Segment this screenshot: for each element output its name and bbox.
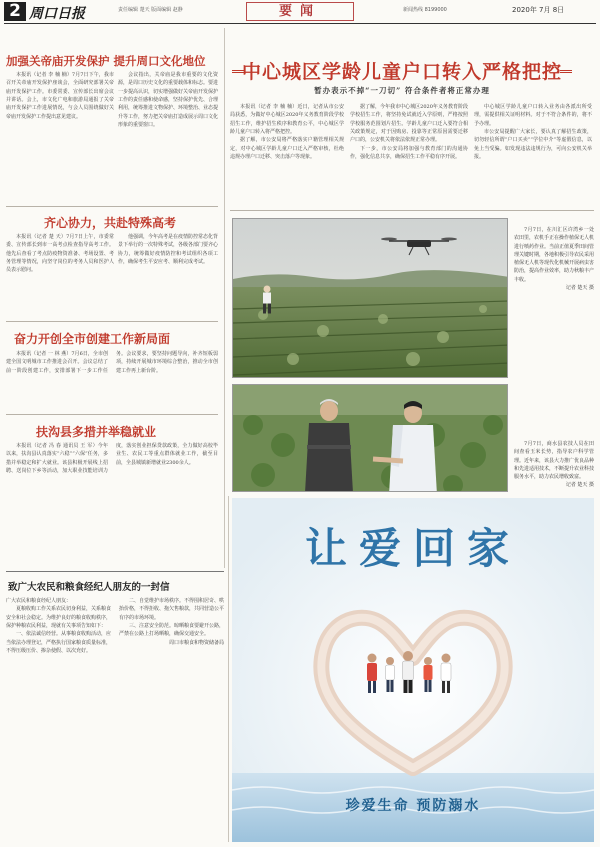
photo-2-caption xyxy=(514,440,594,494)
page-number: 2 xyxy=(4,2,26,21)
column-rule xyxy=(224,28,225,568)
letter-para: 夏粮收购工作关系农民切身利益，关系粮食安全和社会稳定。为维护良好的粮食收购秩序，保护种粮农民利益，现就有关事项告知如下： xyxy=(6,606,112,630)
divider xyxy=(6,206,218,207)
main-story-col3 xyxy=(474,103,592,207)
editors-line: 责任编辑 楚天 版面编辑 赵静 xyxy=(118,7,183,13)
photo-credit: 记者 楚天 摄 xyxy=(565,285,594,292)
divider xyxy=(6,571,224,572)
caption-text: 7月7日，商水县农技人员在田间查看玉米长势，指导农户科学管理。近年来，该县大力推广优良品种和先进适用技术，不断提升农业科技服务水平，助力农民增收致富。 xyxy=(514,441,594,481)
divider xyxy=(6,414,218,415)
letter-para: 二、自觉维护市场秩序。不得囤积居奇、哄抬价格，不得拒收、拖欠售粮款，共同营造公平有序的市场环境。 xyxy=(119,598,224,621)
psa-title: 让爱回家 xyxy=(304,524,521,573)
photo-credit: 记者 楚天 摄 xyxy=(565,482,594,489)
public-service-ad xyxy=(232,498,594,842)
article-5-title: 致广大农民和粮食经纪人朋友的一封信 xyxy=(8,582,170,593)
divider xyxy=(230,210,594,211)
masthead xyxy=(0,0,600,22)
article-4-body xyxy=(6,442,218,569)
photo-1-caption xyxy=(514,226,594,376)
main-story-col1 xyxy=(230,103,344,207)
section-title: 要闻 xyxy=(246,2,354,21)
divider xyxy=(6,321,218,322)
article-3-body xyxy=(6,350,218,410)
article-1-title: 加强关帝庙开发保护 提升周口文化地位 xyxy=(6,54,206,68)
article-3-para: 本报讯（记者 一 林 燕）7月6日，全市创建全国文明城市工作推进会召开。会议总结了前一阶段创建工作，安排部署下一步工作任务。会议要求，要坚持问题导向，补齐短板弱项，持续开展城市环境综合整治，推动全市创建工作再上新台阶。 xyxy=(6,351,218,374)
photo-officials-field xyxy=(232,384,508,492)
main-subheadline: 暂办表示不掉“一刀切” 符合条件者将正常办理 xyxy=(314,86,490,95)
officials-field-image xyxy=(233,385,508,492)
main-story-para: 据了解，市公安局将严格落实户籍管理相关规定，对中心城区学龄儿童户口迁入严格审核，杜绝违规办理户口迁移、突击落户等现象。 xyxy=(230,137,344,161)
article-5-body xyxy=(6,597,224,842)
hotline: 新闻热线 8199000 xyxy=(403,7,447,13)
article-1-body-col1 xyxy=(6,71,114,203)
drone-field-image xyxy=(233,219,508,378)
paper-name: 周口日报 xyxy=(29,6,85,22)
article-1-para: 会议指出，关帝庙是我市重要的文化资源，是周口历史文化的重要载体和标志。要进一步提高认识，切实增强做好关帝庙开发保护工作的责任感和使命感，坚持保护优先、合理利用，统筹推进文物保护、环境整治、业态提升等工作，努力把关帝庙打造成展示周口文化形象的重要窗口。 xyxy=(118,72,218,129)
main-headline: 中心城区学龄儿童户口转入严格把控 xyxy=(241,61,562,83)
main-story-para: 市公安局提醒广大家长，要认真了解招生政策，切勿轻信所谓“户口买卖”“学位中介”等虚假信息，以免上当受骗。如发现违法违规行为，可向公安机关举报。 xyxy=(474,129,592,161)
main-story-para: 据了解，今年我市中心城区2020年义务教育阶段学校招生工作，将坚持免试就近入学原则，严格按照学校服务范围划片招生。学龄儿童户口迁入要符合相关政策规定，对于因购房、投靠等正常原因需要迁移户口的，公安机关将依法依规正常办理。 xyxy=(350,104,468,144)
psa-slogan: 珍爱生命 预防溺水 xyxy=(345,798,481,814)
article-1-body-col2 xyxy=(118,71,218,203)
article-4-title: 扶沟县多措并举稳就业 xyxy=(36,425,157,439)
main-story-para: 下一步，市公安局将加强与教育部门的沟通协作，强化信息共享，确保招生工作平稳有序开展。 xyxy=(350,145,468,161)
letter-salutation: 广大农民和粮食经纪人朋友： xyxy=(6,598,72,604)
letter-signature: 周口市粮食和物资储备局 xyxy=(168,639,224,646)
article-4-para: 本报讯（记者 冯 春 通讯员 王 军）今年以来，扶沟县认真落实“六稳”“六保”任务，多措并举稳定和扩大就业。该县积极开展线上招聘、送岗位下乡等活动，加大职业技能培训力度，落实创业担保贷款政策，全力做好高校毕业生、农民工等重点群体就业工作，截至目前，全县城镇新增就业2300余人。 xyxy=(6,443,218,475)
article-2-title: 齐心协力，共赴特殊高考 xyxy=(44,216,177,230)
main-story-col2 xyxy=(350,103,468,207)
letter-para: 一、依法诚信经营。从事粮食收购活动，应当依法办理登记，严格执行国家粮食质量标准，不得压级压价、掺杂使假、以次充好。 xyxy=(6,631,112,655)
main-story-para: 本报讯（记者 李 楠 楠）近日，记者从市公安局获悉，为做好中心城区2020年义务教育阶段学校招生工作，维护招生秩序和教育公平，中心城区学龄儿童户口转入将严格把控。 xyxy=(230,104,344,136)
column-rule xyxy=(228,496,229,842)
article-2-para: 本报讯（记者 楚 天）7月7日上午，市委常委、宣传部长到市一高考点检查指导高考工作。他先后查看了考点防疫物资准备、考场设置、考务管理等情况，向坚守岗位的考务人员和医护人员表示慰问。 xyxy=(6,234,114,274)
publication-date: 2020年 7月 8日 xyxy=(512,6,565,14)
article-2-body-col1 xyxy=(6,233,114,317)
header-rule xyxy=(4,23,596,24)
caption-text: 7月7日，在川汇区许湾乡一处农田里，农机手正在操作植保无人机进行喷药作业。当前正值夏季田间管理关键时期，各地积极引导农民采用植保无人机等现代化机械开展病虫害防治，提高作业效率，助力秋粮丰产丰收。 xyxy=(514,227,594,283)
article-1-para: 本报讯（记者 李 楠 楠）7月7日下午，我市召开关帝庙开发保护座谈会，全面研究部署关帝庙开发保护工作。市委常委、宣传部长出席会议并讲话。会上，市文化广电和旅游局通报了关帝庙开发保护工作进展情况，与会人员围绕做好关帝庙开发保护工作提出意见建议。 xyxy=(6,72,114,120)
letter-para: 三、注意安全防范。晾晒粮食要避开公路，严禁在公路上打场晒粮，确保交通安全。 xyxy=(119,623,224,638)
photo-drone-field xyxy=(232,218,508,378)
article-2-para: 他强调，今年高考是在疫情防控常态化背景下举行的一次特殊考试，各级各部门要齐心协力，统筹做好疫情防控和考试组织各项工作，确保考生平安应考、顺利完成考试。 xyxy=(118,234,218,266)
article-2-body-col2 xyxy=(118,233,218,317)
article-3-title: 奋力开创全市创建工作新局面 xyxy=(14,332,171,346)
main-story-para: 中心城区学龄儿童户口转入业务由各派出所受理，需提供相关证明材料。对于不符合条件的，将不予办理。 xyxy=(474,104,592,127)
